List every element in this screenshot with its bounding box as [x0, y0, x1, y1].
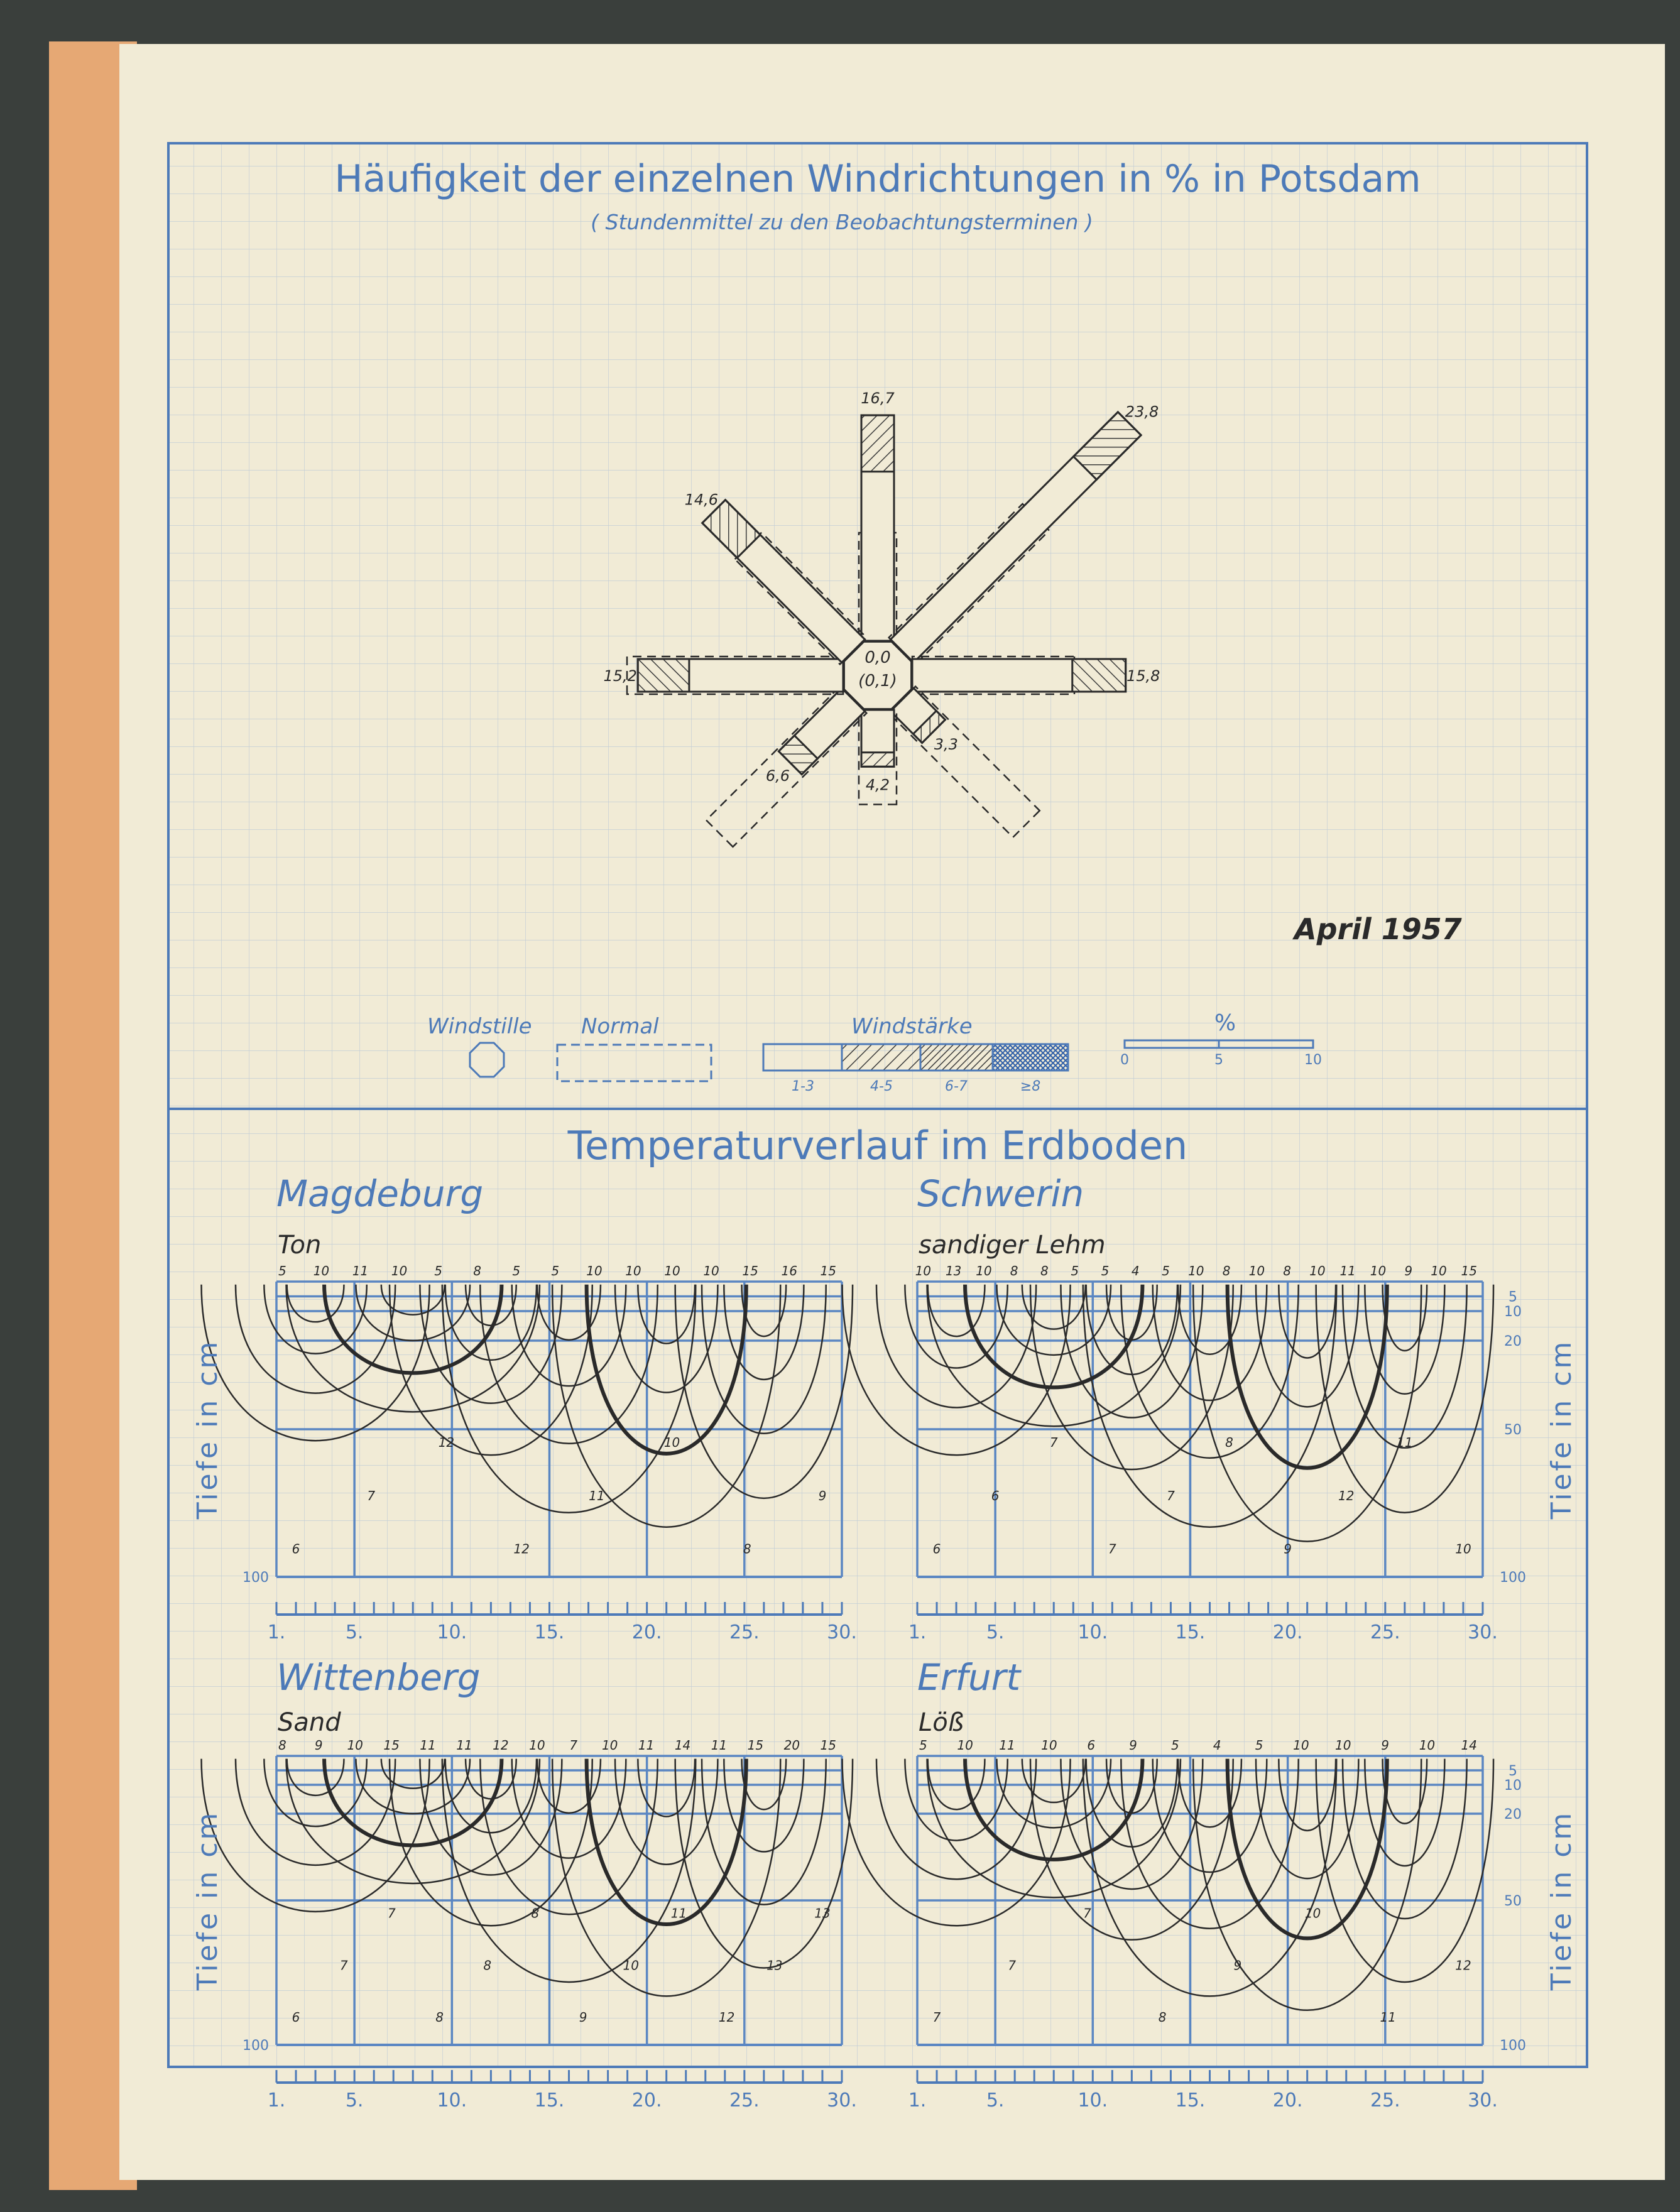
isotherm-label: 11: [1380, 2010, 1396, 2025]
isotherm-label-top: 9: [314, 1738, 323, 1753]
isotherm-label-top: 5: [1162, 1263, 1170, 1278]
calm-normal: (0,1): [858, 672, 897, 690]
isotherm-label-top: 15: [747, 1738, 764, 1753]
depth-tick-right: 50: [1504, 1893, 1522, 1909]
isotherm-label-top: 5: [1171, 1738, 1179, 1753]
depth-tick-left: 100: [243, 2038, 269, 2054]
isotherm-label-top: 15: [383, 1738, 400, 1753]
day-tick-label: 25.: [1370, 2089, 1400, 2111]
legend-strength-class-1: 1-3: [792, 1079, 814, 1094]
isotherm-label-top: 10: [976, 1263, 992, 1278]
isotherm-label-top: 10: [313, 1263, 330, 1278]
day-tick-label: 20.: [631, 1621, 662, 1643]
day-tick-label: 5.: [345, 2089, 364, 2111]
depth-tick-right: 20: [1504, 1807, 1522, 1822]
wind-value-label: 15,2: [603, 667, 637, 685]
isotherm-label-top: 11: [1339, 1263, 1356, 1278]
isotherm-label-top: 14: [1461, 1738, 1478, 1753]
calm-value: 0,0: [865, 648, 891, 667]
isotherm-label-top: 10: [1370, 1263, 1387, 1278]
isotherm-label-top: 15: [820, 1263, 837, 1278]
day-tick-label: 10.: [1077, 1621, 1108, 1643]
legend-strength-label: Windstärke: [851, 1014, 973, 1039]
isotherm-label: 6: [932, 1541, 941, 1557]
isotherm-label-top: 5: [278, 1263, 286, 1278]
isotherm-label-top: 6: [1087, 1738, 1096, 1753]
isotherm-label-top: 5: [512, 1263, 521, 1278]
isotherm-label-top: 10: [1309, 1263, 1326, 1278]
depth-axis-label-left: Tiefe in cm: [192, 1810, 224, 1991]
isotherm-label-top: 8: [1040, 1263, 1049, 1278]
legend-strength-class-4: ≥8: [1020, 1079, 1041, 1094]
isotherm-label-top: 16: [781, 1263, 797, 1278]
isotherm-label: 7: [1108, 1541, 1116, 1557]
wind-bar-strong: [861, 753, 894, 767]
isotherm-label-top: 5: [1255, 1738, 1263, 1753]
isotherm-label-top: 15: [820, 1738, 837, 1753]
wind-direction-N: [859, 415, 897, 641]
day-tick-label: 15.: [1175, 2089, 1206, 2111]
soil-type: sandiger Lehm: [919, 1231, 1106, 1260]
wind-bar-strong: [861, 415, 894, 472]
day-tick-label: 15.: [534, 2089, 565, 2111]
wind-title: Häufigkeit der einzelnen Windrichtungen in % in Potsdam: [334, 157, 1421, 201]
isotherm-label-top: 15: [742, 1263, 758, 1278]
isotherm-label: 7: [1167, 1488, 1175, 1503]
isotherm-label-top: 10: [664, 1263, 680, 1278]
wind-value-label: 3,3: [934, 735, 958, 753]
depth-tick-right: 100: [1500, 2038, 1526, 2054]
soil-type: Ton: [278, 1231, 322, 1260]
day-tick-label: 5.: [345, 1621, 364, 1643]
day-tick-label: 15.: [534, 1621, 565, 1643]
isotherm-label-top: 11: [456, 1738, 472, 1753]
isotherm-label-top: 5: [919, 1738, 927, 1753]
depth-tick-left: 100: [243, 1570, 269, 1586]
wind-bar-strong: [638, 659, 689, 692]
isotherm-label-top: 14: [674, 1738, 691, 1753]
isotherm-label-top: 10: [1293, 1738, 1309, 1753]
isotherm-label-top: 4: [1213, 1738, 1221, 1753]
legend-strength-4-5: [842, 1044, 920, 1071]
legend-scale-tick-5: 5: [1214, 1052, 1223, 1068]
isotherm-label: 12: [438, 1435, 455, 1451]
isotherm-label: 12: [513, 1541, 530, 1557]
day-tick-label: 20.: [1272, 2089, 1303, 2111]
station-name: Magdeburg: [276, 1172, 484, 1215]
isotherm-label-top: 15: [1461, 1263, 1478, 1278]
isotherm-label-top: 5: [1101, 1263, 1110, 1278]
legend-normal-label: Normal: [581, 1014, 659, 1039]
temp-title: Temperaturverlauf im Erdboden: [567, 1123, 1188, 1169]
isotherm-label-top: 9: [1129, 1738, 1137, 1753]
wind-value-label: 14,6: [684, 491, 719, 509]
isotherm-label: 8: [1158, 2010, 1167, 2025]
day-tick-label: 10.: [1077, 2089, 1108, 2111]
day-tick-label: 15.: [1175, 1621, 1206, 1643]
station-name: Erfurt: [917, 1656, 1021, 1699]
isotherm-label-top: 20: [783, 1738, 800, 1753]
isotherm-label: 10: [1455, 1541, 1471, 1557]
isotherm-label: 8: [531, 1905, 540, 1921]
isotherm-label-top: 10: [529, 1738, 545, 1753]
isotherm-label: 12: [718, 2010, 735, 2025]
isotherm-label-top: 8: [1283, 1263, 1291, 1278]
legend-percent-label: %: [1214, 1010, 1236, 1036]
day-tick-label: 1.: [908, 1621, 927, 1643]
isotherm-label-top: 10: [915, 1263, 932, 1278]
day-tick-label: 30.: [1468, 1621, 1498, 1643]
date-label: April 1957: [1294, 912, 1462, 946]
legend-scale-tick-0: 0: [1120, 1052, 1129, 1068]
station-name: Schwerin: [917, 1172, 1084, 1215]
depth-tick-right: 5: [1508, 1763, 1517, 1779]
isotherm-label: 7: [1049, 1435, 1058, 1451]
isotherm-label-top: 10: [1248, 1263, 1265, 1278]
isotherm-label: 7: [1008, 1958, 1017, 1973]
isotherm-label-top: 4: [1131, 1263, 1140, 1278]
isotherm-label-top: 8: [278, 1738, 286, 1753]
legend-calm-label: Windstille: [427, 1014, 532, 1039]
isotherm-label-top: 11: [638, 1738, 655, 1753]
day-tick-label: 1.: [267, 2089, 286, 2111]
wind-direction-E: [912, 657, 1126, 694]
depth-tick-right: 10: [1504, 1304, 1522, 1320]
isotherm-label: 9: [1284, 1541, 1292, 1557]
isotherm-label-top: 10: [703, 1263, 719, 1278]
isotherm-label-top: 10: [625, 1263, 641, 1278]
day-tick-label: 20.: [1272, 1621, 1303, 1643]
isotherm-label-top: 9: [1404, 1263, 1413, 1278]
isotherm-label: 13: [814, 1905, 831, 1921]
isotherm-label: 6: [991, 1488, 1000, 1503]
depth-tick-right: 100: [1500, 1570, 1526, 1586]
isotherm-label-top: 13: [945, 1263, 962, 1278]
isotherm-label-top: 10: [586, 1263, 603, 1278]
isotherm-label-top: 11: [999, 1738, 1015, 1753]
isotherm-label-top: 10: [1188, 1263, 1204, 1278]
day-tick-label: 30.: [827, 2089, 857, 2111]
isotherm-label-top: 5: [434, 1263, 442, 1278]
wind-value-label: 16,7: [861, 389, 895, 407]
wind-value-label: 6,6: [765, 767, 790, 785]
isotherm-label: 8: [743, 1541, 751, 1557]
day-tick-label: 5.: [986, 1621, 1005, 1643]
isotherm-label-top: 11: [711, 1738, 728, 1753]
isotherm-label-top: 10: [1431, 1263, 1447, 1278]
isotherm-label: 10: [1304, 1905, 1321, 1921]
day-tick-label: 1.: [908, 2089, 927, 2111]
isotherm-label: 8: [1225, 1435, 1233, 1451]
isotherm-label-top: 10: [1041, 1738, 1057, 1753]
wind-bar-strong: [1072, 659, 1126, 692]
station-name: Wittenberg: [276, 1656, 481, 1699]
isotherm-label: 12: [1455, 1958, 1471, 1973]
legend-strength-6-7: [920, 1044, 993, 1071]
legend-scale-tick-10: 10: [1304, 1052, 1322, 1068]
wind-subtitle: ( Stundenmittel zu den Beobachtungsterminen ): [591, 210, 1093, 234]
isotherm-label-top: 10: [957, 1738, 973, 1753]
legend-strength-class-3: 6-7: [945, 1079, 968, 1094]
isotherm-label: 9: [1233, 1958, 1242, 1973]
day-tick-label: 25.: [729, 1621, 760, 1643]
isotherm-label-top: 5: [1071, 1263, 1079, 1278]
isotherm-label-top: 10: [391, 1263, 408, 1278]
wind-value-label: 23,8: [1125, 403, 1159, 421]
isotherm-label: 7: [367, 1488, 376, 1503]
soil-type: Sand: [278, 1708, 341, 1737]
depth-axis-label-right: Tiefe in cm: [1546, 1339, 1578, 1520]
depth-tick-right: 20: [1504, 1334, 1522, 1349]
isotherm-label: 9: [818, 1488, 827, 1503]
isotherm-label: 8: [483, 1958, 492, 1973]
day-tick-label: 25.: [1370, 1621, 1400, 1643]
isotherm-label: 11: [1397, 1435, 1413, 1451]
isotherm-label: 11: [670, 1905, 687, 1921]
isotherm-label-top: 12: [493, 1738, 509, 1753]
isotherm-label-top: 10: [347, 1738, 363, 1753]
depth-axis-label-left: Tiefe in cm: [192, 1339, 224, 1520]
wind-value-label: 4,2: [865, 776, 890, 794]
depth-tick-right: 5: [1508, 1289, 1517, 1305]
isotherm-label-top: 8: [473, 1263, 482, 1278]
isotherm-label-top: 11: [352, 1263, 369, 1278]
isotherm-label: 10: [663, 1435, 680, 1451]
day-tick-label: 10.: [437, 1621, 467, 1643]
isotherm-label: 9: [579, 2010, 587, 2025]
isotherm-label-top: 8: [1010, 1263, 1018, 1278]
isotherm-label-top: 9: [1381, 1738, 1389, 1753]
isotherm-label: 6: [292, 2010, 300, 2025]
isotherm-label-top: 5: [551, 1263, 560, 1278]
isotherm-label: 7: [339, 1958, 348, 1973]
isotherm-label: 7: [388, 1905, 396, 1921]
legend-strength-class-2: 4-5: [870, 1079, 893, 1094]
legend-strength-8: [993, 1044, 1068, 1071]
wind-value-label: 15,8: [1126, 667, 1160, 685]
day-tick-label: 25.: [729, 2089, 760, 2111]
isotherm-label: 8: [435, 2010, 444, 2025]
isotherm-label-top: 10: [1419, 1738, 1436, 1753]
day-tick-label: 5.: [986, 2089, 1005, 2111]
isotherm-label-top: 10: [601, 1738, 618, 1753]
isotherm-label: 12: [1338, 1488, 1355, 1503]
depth-tick-right: 50: [1504, 1422, 1522, 1438]
isotherm-label: 6: [292, 1541, 300, 1557]
isotherm-label: 13: [766, 1958, 783, 1973]
isotherm-label-top: 8: [1222, 1263, 1231, 1278]
isotherm-label-top: 10: [1335, 1738, 1351, 1753]
isotherm-label-top: 11: [420, 1738, 436, 1753]
isotherm-label: 11: [589, 1488, 605, 1503]
depth-axis-label-right: Tiefe in cm: [1546, 1810, 1578, 1991]
depth-tick-right: 10: [1504, 1778, 1522, 1794]
day-tick-label: 1.: [267, 1621, 286, 1643]
day-tick-label: 30.: [827, 1621, 857, 1643]
wind-direction-W: [627, 657, 843, 694]
day-tick-label: 20.: [631, 2089, 662, 2111]
isotherm-label: 7: [1083, 1905, 1091, 1921]
soil-type: Löß: [919, 1708, 964, 1737]
isotherm-label-top: 7: [569, 1738, 578, 1753]
isotherm-label: 10: [623, 1958, 639, 1973]
day-tick-label: 10.: [437, 2089, 467, 2111]
day-tick-label: 30.: [1468, 2089, 1498, 2111]
isotherm-label: 7: [932, 2010, 941, 2025]
